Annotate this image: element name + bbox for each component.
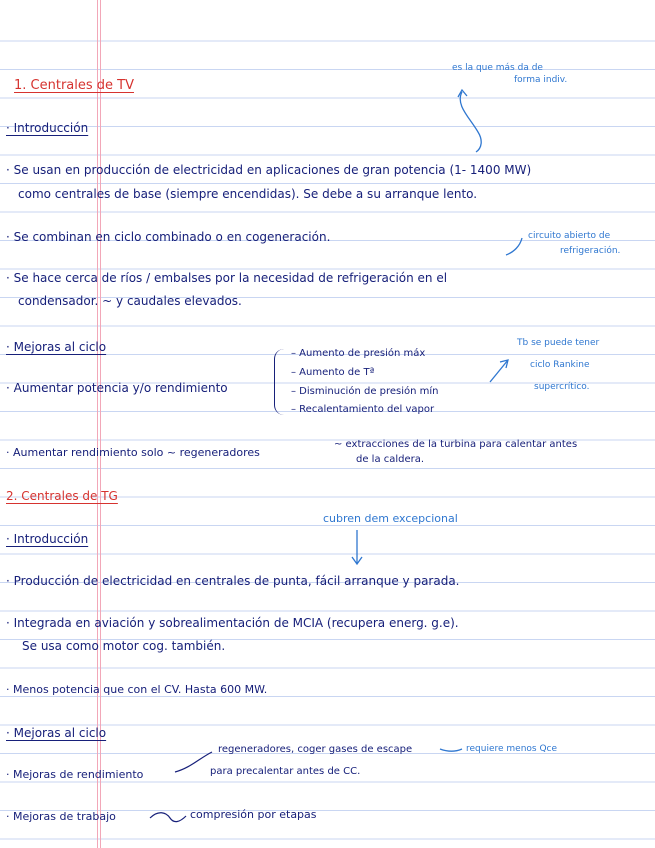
s2-work-label: · Mejoras de trabajo: [6, 810, 116, 823]
section2-annotation-top: cubren dem excepcional: [323, 512, 458, 525]
annotation-top-line1: es la que más da de: [452, 63, 543, 73]
section1-title: 1. Centrales de TV: [14, 78, 134, 93]
s1-bullet3-line1: · Se hace cerca de ríos / embalses por la necesidad de refrigeración en el: [6, 271, 448, 285]
arrow-efficiency: [175, 752, 212, 772]
arrow-open-circuit: [506, 238, 522, 255]
s2-bullet3: · Menos potencia que con el CV. Hasta 600 MW.: [6, 683, 268, 696]
annotation-rankine-line3: supercrítico.: [534, 382, 590, 392]
s1-bullet2: · Se combinan en ciclo combinado o en cogeneración.: [6, 230, 331, 244]
section2-title: 2. Centrales de TG: [6, 489, 118, 503]
s1-bullet1-line1: · Se usan en producción de electricidad en aplicaciones de gran potencia (1- 1400 MW): [6, 163, 532, 177]
s1-bullet1-line2: como centrales de base (siempre encendidas). Se debe a su arranque lento.: [18, 187, 478, 201]
section2-improvements-heading: · Mejoras al ciclo: [6, 726, 107, 740]
s1-bullet3-line2: condensador. ~ y caudales elevados.: [18, 294, 242, 308]
s1-increase-label: · Aumentar potencia y/o rendimiento: [6, 381, 228, 395]
annotation-open-circuit-line2: refrigeración.: [560, 246, 621, 256]
arrow-top-annotation: [460, 92, 481, 152]
s1-efficiency-note-line2: de la caldera.: [356, 454, 425, 465]
s2-efficiency-note-line2: para precalentar antes de CC.: [210, 766, 361, 777]
annotation-rankine-line2: ciclo Rankine: [530, 360, 590, 370]
arrow-top-annotation-head: [458, 90, 467, 97]
annotation-open-circuit-line1: circuito abierto de: [528, 231, 611, 241]
s2-efficiency-label: · Mejoras de rendimiento: [6, 768, 144, 781]
arrow-rankine: [490, 360, 508, 382]
s1-efficiency-label: · Aumentar rendimiento solo ~ regeneradores: [6, 446, 260, 459]
s2-work-note: compresión por etapas: [190, 808, 317, 821]
s2-bullet1: · Producción de electricidad en centrales de punta, fácil arranque y parada.: [6, 574, 460, 588]
section1-improvements-heading: · Mejoras al ciclo: [6, 340, 107, 354]
increase-item-4: – Recalentamiento del vapor: [291, 404, 435, 415]
increase-item-2: – Aumento de Tª: [291, 367, 375, 378]
s2-bullet2-line2: Se usa como motor cog. también.: [22, 639, 226, 653]
annotation-rankine-line1: Tb se puede tener: [517, 338, 600, 348]
arrow-requires: [440, 749, 462, 751]
s2-bullet2-line1: · Integrada en aviación y sobrealimentación de MCIA (recupera energ. g.e).: [6, 616, 459, 630]
increase-item-1: – Aumento de presión máx: [291, 348, 426, 359]
s1-efficiency-note-line1: ~ extracciones de la turbina para calentar antes: [334, 439, 578, 450]
s2-efficiency-note-line1: regeneradores, coger gases de escape: [218, 744, 413, 755]
arrow-work: [150, 813, 186, 822]
annotation-requires: requiere menos Qce: [466, 744, 558, 754]
annotation-top-line2: forma indiv.: [514, 75, 568, 85]
section2-intro-heading: · Introducción: [6, 532, 89, 546]
increase-item-3: – Disminución de presión mín: [291, 386, 439, 397]
section1-intro-heading: · Introducción: [6, 121, 89, 135]
